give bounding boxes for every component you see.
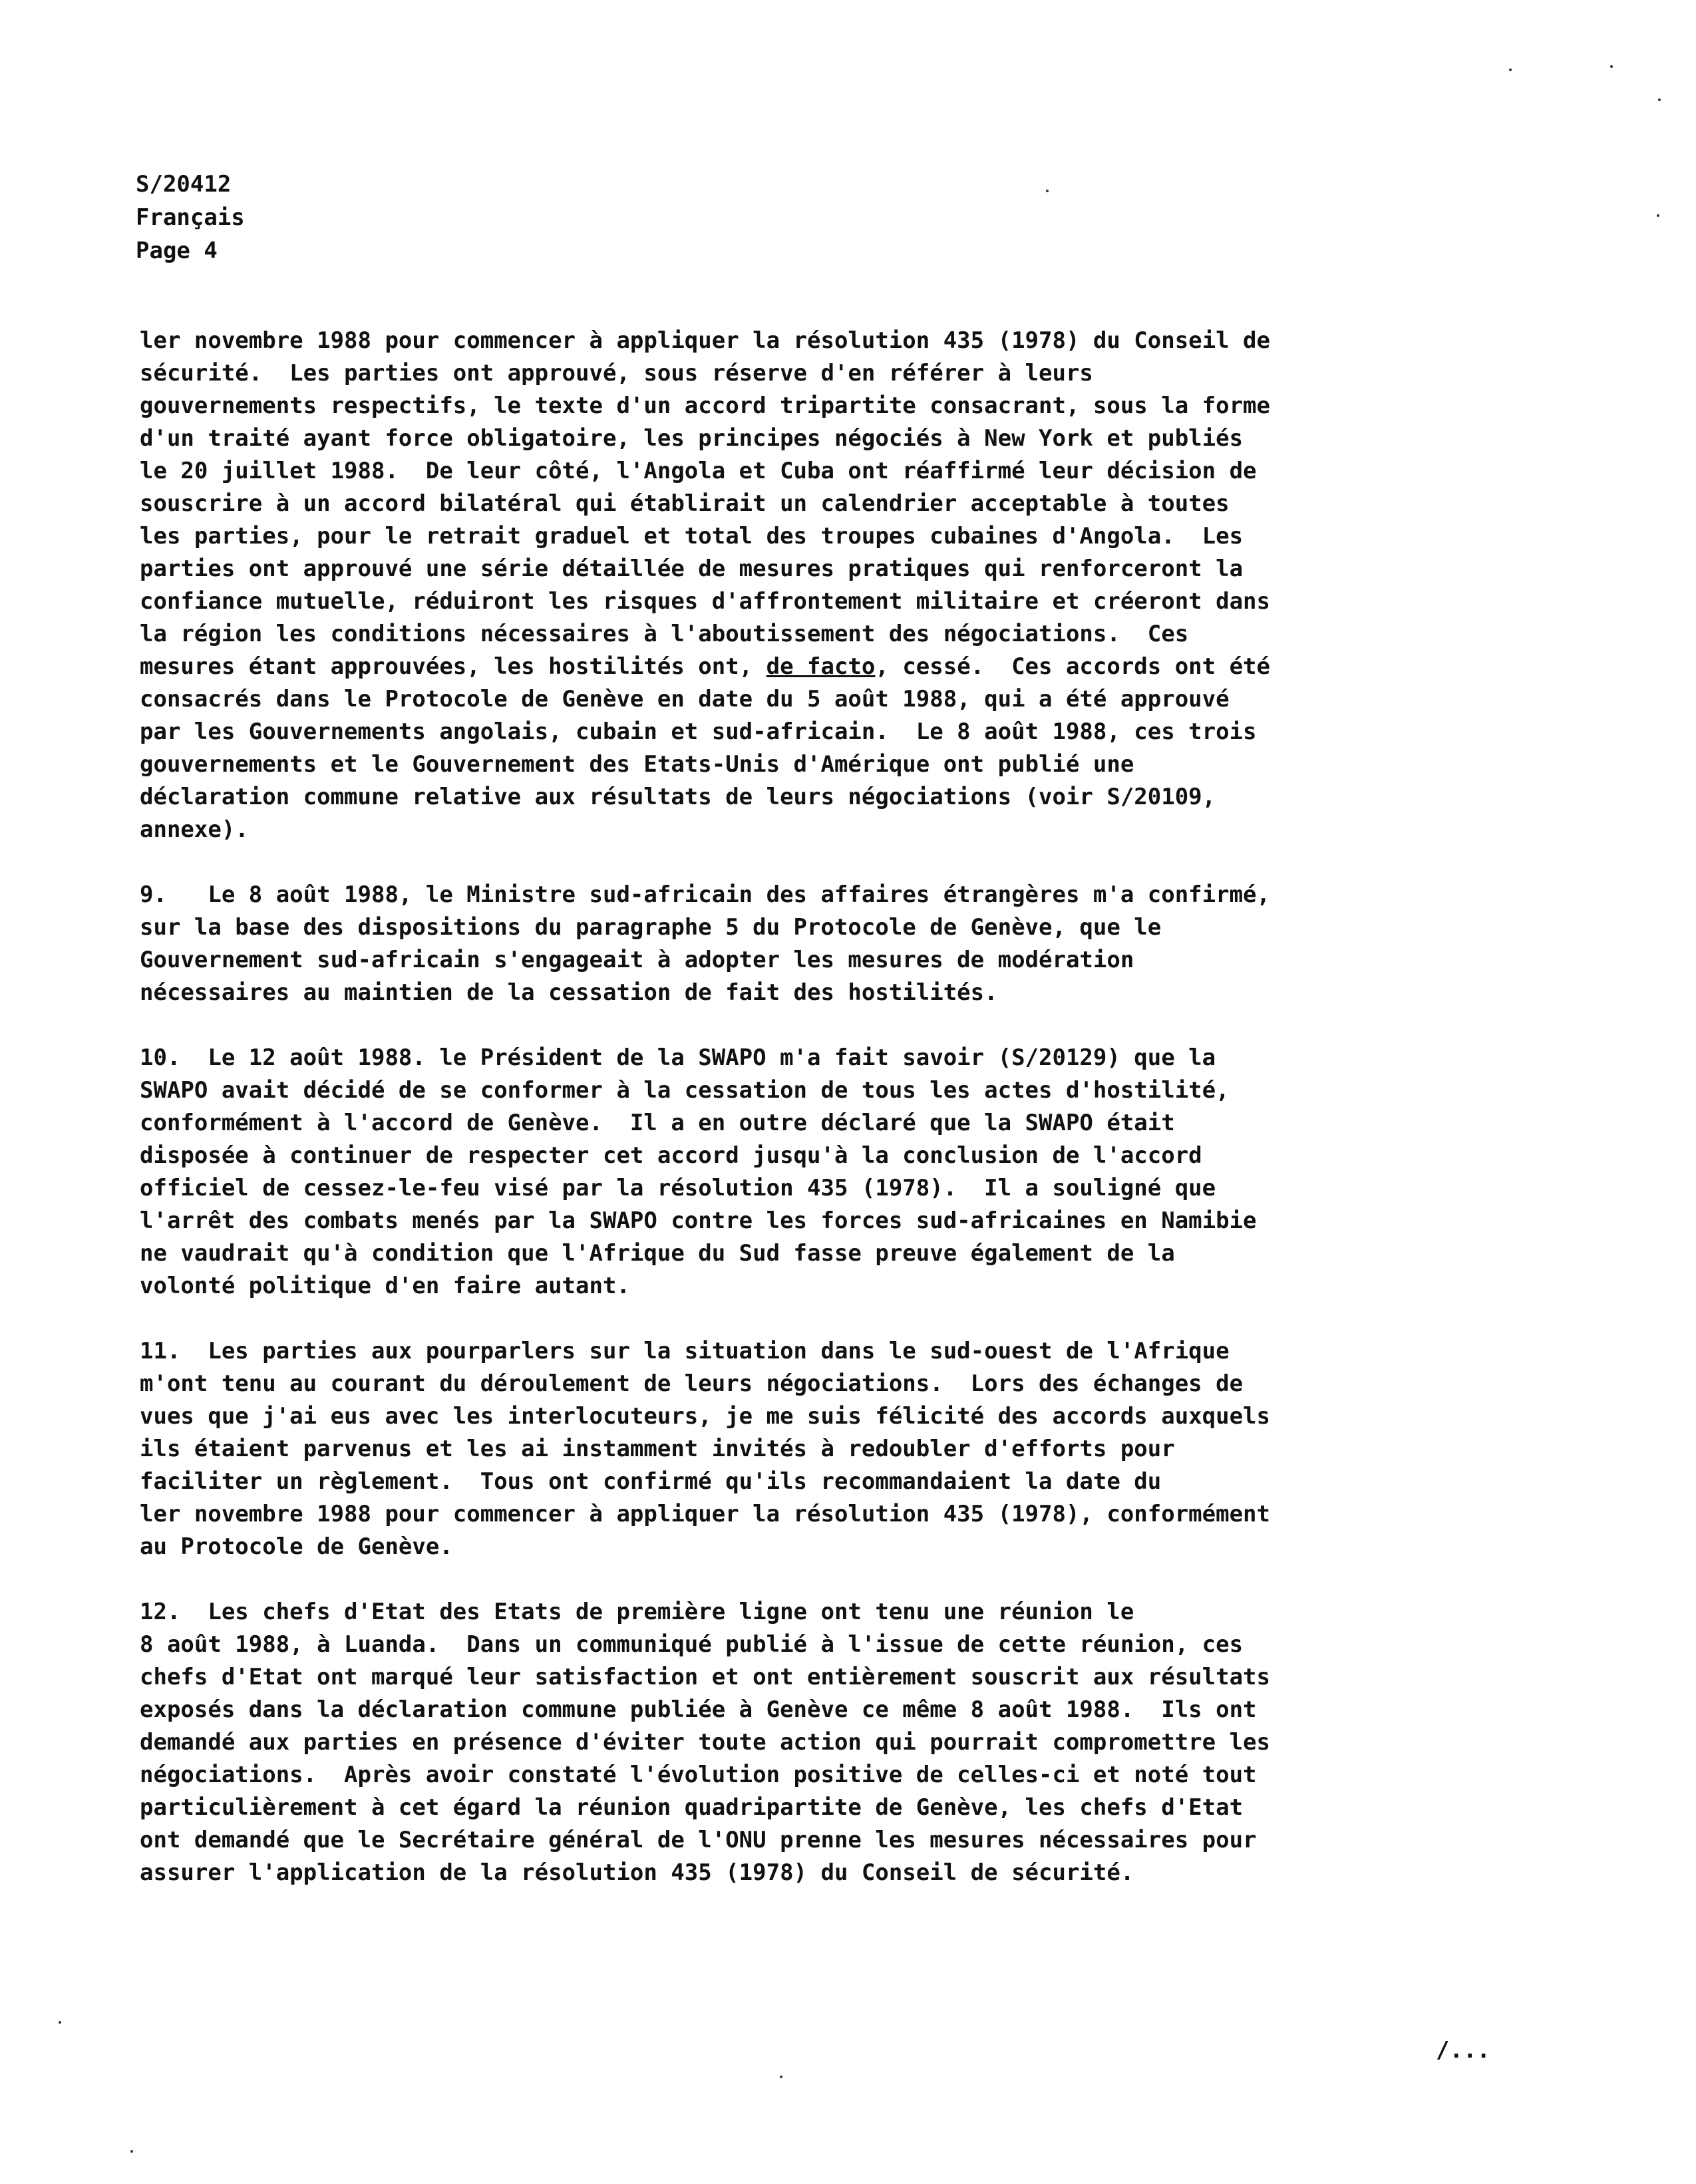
paragraph-line: 12. Les chefs d'Etat des Etats de première ligne ont tenu une réunion le <box>140 1599 1134 1625</box>
paragraph-line: m'ont tenu au courant du déroulement de leurs négociations. Lors des échanges de <box>140 1370 1244 1397</box>
paragraph-line: chefs d'Etat ont marqué leur satisfaction et ont entièrement souscrit aux résultats <box>140 1664 1270 1690</box>
paragraph-line: SWAPO avait décidé de se conformer à la cessation de tous les actes d'hostilité, <box>140 1077 1230 1104</box>
paragraph <box>140 1042 1520 1303</box>
paragraph-line: le 20 juillet 1988. De leur côté, l'Angola et Cuba ont réaffirmé leur décision de <box>140 458 1257 484</box>
scan-speck <box>780 2076 782 2078</box>
document-language: Français <box>136 204 245 231</box>
paragraph-line: gouvernements respectifs, le texte d'un accord tripartite consacrant, sous la forme <box>140 392 1270 419</box>
paragraph-line: 11. Les parties aux pourparlers sur la situation dans le sud-ouest de l'Afrique <box>140 1338 1230 1364</box>
paragraph-line: volonté politique d'en faire autant. <box>140 1273 630 1299</box>
scan-speck <box>1657 214 1659 217</box>
paragraph-line: faciliter un règlement. Tous ont confirmé qu'ils recommandaient la date du <box>140 1468 1162 1495</box>
emphasis-de-facto: de facto <box>766 653 876 680</box>
paragraph-line: souscrire à un accord bilatéral qui établirait un calendrier acceptable à toutes <box>140 490 1230 517</box>
paragraph-line: ler novembre 1988 pour commencer à appliquer la résolution 435 (1978), conformément <box>140 1501 1270 1527</box>
document-header <box>136 168 245 267</box>
paragraph-line: assurer l'application de la résolution 435 (1978) du Conseil de sécurité. <box>140 1859 1134 1886</box>
paragraph-line: sécurité. Les parties ont approuvé, sous réserve d'en référer à leurs <box>140 360 1093 387</box>
paragraph <box>140 879 1520 1009</box>
paragraph-line: ont demandé que le Secrétaire général de l'ONU prenne les mesures nécessaires pour <box>140 1827 1257 1853</box>
paragraph <box>140 1335 1520 1563</box>
paragraph-line: vues que j'ai eus avec les interlocuteurs, je me suis félicité des accords auxquels <box>140 1403 1270 1430</box>
paragraph-line: déclaration commune relative aux résultats de leurs négociations (voir S/20109, <box>140 784 1216 810</box>
paragraph-line: 9. Le 8 août 1988, le Ministre sud-africain des affaires étrangères m'a confirmé, <box>140 881 1270 908</box>
scan-speck <box>1046 190 1049 192</box>
paragraph-line: confiance mutuelle, réduiront les risques d'affrontement militaire et créeront dans <box>140 588 1270 615</box>
paragraph-line: parties ont approuvé une série détaillée de mesures pratiques qui renforceront la <box>140 555 1244 582</box>
paragraph-line: disposée à continuer de respecter cet accord jusqu'à la conclusion de l'accord <box>140 1142 1202 1169</box>
paragraph-line: Gouvernement sud-africain s'engageait à adopter les mesures de modération <box>140 947 1134 973</box>
paragraph-line: ne vaudrait qu'à condition que l'Afrique du Sud fasse preuve également de la <box>140 1240 1175 1267</box>
paragraph-line: officiel de cessez-le-feu visé par la résolution 435 (1978). Il a souligné que <box>140 1175 1216 1201</box>
paragraph-line: d'un traité ayant force obligatoire, les principes négociés à New York et publiés <box>140 425 1244 452</box>
scan-speck <box>1610 65 1613 68</box>
paragraph <box>140 1596 1520 1889</box>
paragraph-line: l'arrêt des combats menés par la SWAPO contre les forces sud-africaines en Namibie <box>140 1207 1257 1234</box>
paragraph-line: conformément à l'accord de Genève. Il a en outre déclaré que la SWAPO était <box>140 1110 1175 1136</box>
page-number: Page 4 <box>136 237 218 264</box>
paragraph-line: par les Gouvernements angolais, cubain et sud-africain. Le 8 août 1988, ces trois <box>140 718 1257 745</box>
scan-speck <box>59 2021 61 2024</box>
scan-speck <box>1658 98 1661 101</box>
scan-speck <box>130 2150 133 2153</box>
paragraph-line: mesures étant approuvées, les hostilités ont, de facto, cessé. Ces accords ont été <box>140 653 1270 680</box>
scan-speck <box>1509 69 1512 71</box>
paragraph-line: les parties, pour le retrait graduel et total des troupes cubaines d'Angola. Les <box>140 523 1244 549</box>
document-body <box>140 325 1520 1922</box>
paragraph-line: 10. Le 12 août 1988. le Président de la SWAPO m'a fait savoir (S/20129) que la <box>140 1044 1216 1071</box>
paragraph-line: ler novembre 1988 pour commencer à appliquer la résolution 435 (1978) du Conseil de <box>140 327 1270 354</box>
paragraph <box>140 325 1520 846</box>
paragraph-line: consacrés dans le Protocole de Genève en date du 5 août 1988, qui a été approuvé <box>140 686 1230 712</box>
paragraph-line: au Protocole de Genève. <box>140 1533 453 1560</box>
paragraph-line: ils étaient parvenus et les ai instamment invités à redoubler d'efforts pour <box>140 1436 1175 1462</box>
paragraph-line: 8 août 1988, à Luanda. Dans un communiqué publié à l'issue de cette réunion, ces <box>140 1631 1244 1658</box>
paragraph-line: particulièrement à cet égard la réunion quadripartite de Genève, les chefs d'Etat <box>140 1794 1244 1821</box>
continuation-mark: /... <box>1436 2037 1490 2064</box>
paragraph-line: négociations. Après avoir constaté l'évolution positive de celles-ci et noté tout <box>140 1762 1257 1788</box>
paragraph-line: sur la base des dispositions du paragraphe 5 du Protocole de Genève, que le <box>140 914 1162 941</box>
paragraph-line: annexe). <box>140 816 249 843</box>
paragraph-line: demandé aux parties en présence d'éviter toute action qui pourrait compromettre les <box>140 1729 1270 1756</box>
paragraph-line: exposés dans la déclaration commune publiée à Genève ce même 8 août 1988. Ils ont <box>140 1696 1257 1723</box>
paragraph-line: la région les conditions nécessaires à l'aboutissement des négociations. Ces <box>140 621 1189 647</box>
paragraph-line: nécessaires au maintien de la cessation de fait des hostilités. <box>140 979 998 1006</box>
paragraph-line: gouvernements et le Gouvernement des Etats-Unis d'Amérique ont publié une <box>140 751 1134 778</box>
document-symbol: S/20412 <box>136 171 232 198</box>
